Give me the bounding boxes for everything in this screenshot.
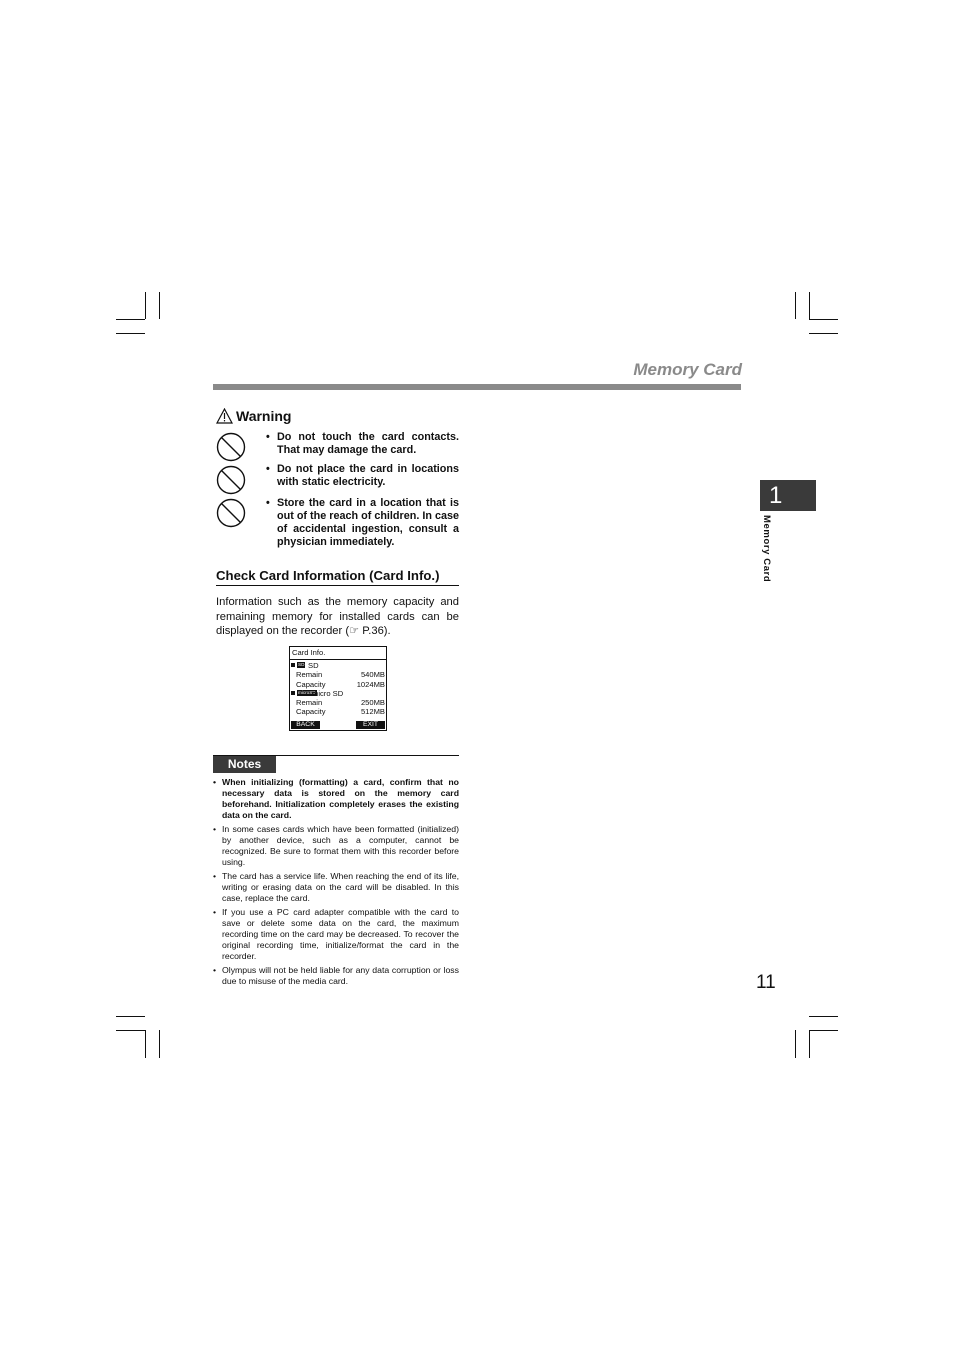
selection-marker-icon <box>291 663 295 667</box>
sd-card-row <box>290 661 386 670</box>
notes-item: • The card has a service life. When reaching the end of its life, writing or erasing data on the card will be disabled. In this case, replace the card. <box>213 871 459 904</box>
warning-item: • Do not touch the card contacts. That may damage the card. <box>266 431 459 457</box>
notes-list <box>213 777 459 990</box>
section-header-bar <box>213 384 741 390</box>
warning-triangle-icon <box>216 408 233 424</box>
notes-item: • When initializing (formatting) a card, confirm that no necessary data is stored on the memory card beforehand. Initialization completely erases the existing data on the card. <box>213 777 459 821</box>
check-card-info-heading: Check Card Information (Card Info.) <box>216 568 459 586</box>
microsd-card-icon: microSD <box>298 690 316 695</box>
selection-marker-icon <box>291 691 295 695</box>
sd-card-name: SD <box>308 661 319 670</box>
microsd-card-row <box>290 689 386 698</box>
warning-item: • Store the card in a location that is out of the reach of children. In case of accidental ingestion, consult a physician immediately. <box>266 497 459 549</box>
check-card-info-intro: Information such as the memory capacity and remaining memory for installed cards can be displayed on the recorder (☞ P.36). <box>216 596 459 638</box>
microsd-capacity-row: Capacity 512MB <box>296 707 385 716</box>
warning-heading <box>216 406 291 426</box>
microsd-remain-row: Remain 250MB <box>296 698 385 707</box>
exit-softkey: EXIT <box>356 721 385 729</box>
warning-title: Warning <box>236 408 292 424</box>
prohibition-icon <box>216 465 246 495</box>
screen-divider <box>290 659 386 660</box>
notes-heading: Notes <box>213 756 276 773</box>
sd-card-icon: SD <box>298 662 305 667</box>
chapter-label: Memory Card <box>761 515 772 583</box>
sd-capacity-row: Capacity 1024MB <box>296 680 385 689</box>
screen-title: Card Info. <box>292 648 326 657</box>
prohibition-icon <box>216 498 246 528</box>
notes-item: • Olympus will not be held liable for any data corruption or loss due to misuse of the media card. <box>213 965 459 987</box>
microsd-card-name: micro SD <box>312 689 344 698</box>
warning-item: • Do not place the card in locations with static electricity. <box>266 463 459 489</box>
card-info-screen <box>289 646 387 731</box>
chapter-number-tab: 1 <box>760 480 816 511</box>
prohibition-icon <box>216 432 246 462</box>
page-number: 11 <box>756 972 776 993</box>
back-softkey: BACK <box>291 721 320 729</box>
warning-list <box>266 431 459 555</box>
sd-remain-row: Remain 540MB <box>296 670 385 679</box>
section-header-title: Memory Card <box>633 360 742 379</box>
notes-item: • If you use a PC card adapter compatible with the card to save or delete some data on the card, the maximum recording time on the card may be decreased. To recover the original recording time, initialize/format the card in the recorder. <box>213 907 459 962</box>
notes-item: • In some cases cards which have been formatted (initialized) by another device, such as a computer, cannot be recognized. Be sure to format them with this recorder before using. <box>213 824 459 868</box>
